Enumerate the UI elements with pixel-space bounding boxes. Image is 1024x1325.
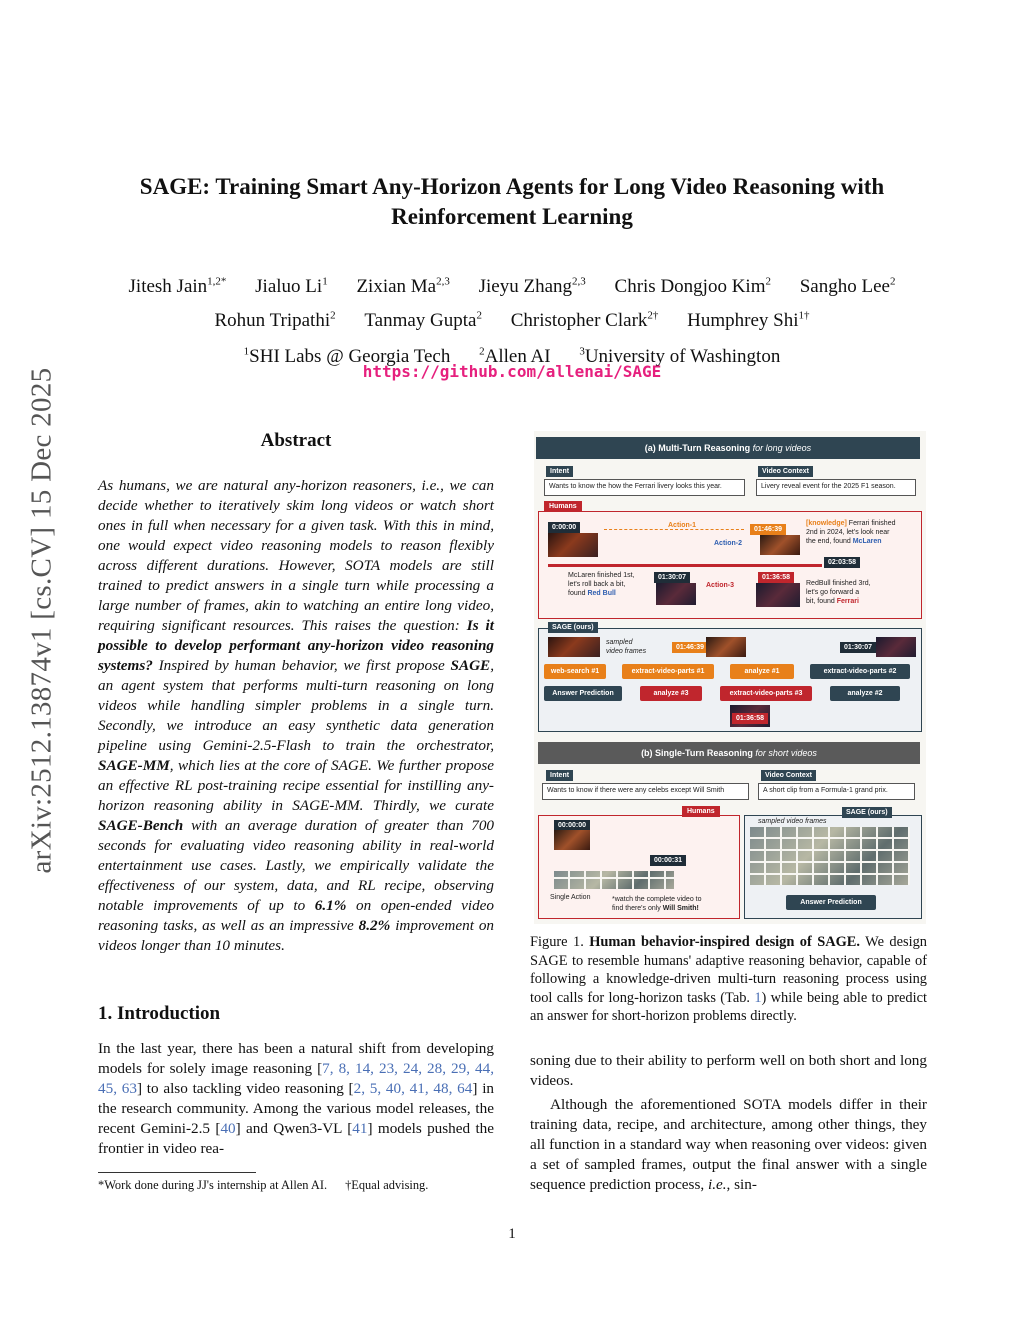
footnote-rule (98, 1172, 256, 1173)
citation-link[interactable]: 7, 8, 14, 23, 24, 28, 29, 44, 45, 63 (98, 1060, 494, 1097)
introduction-body: In the last year, there has been a natural shift from developing models for solely image reasoning [7, 8, 14, 23, 24, 28, 29, 44, 45, 63] to also tackling video reasoning [2, 5, 40, 41, 48, 64] in the research community. Among the various model releases, the recent Gemini-2.5 [40] and Qwen3-VL [41] models pushed the frontier in video rea- (98, 1040, 495, 1157)
video-context-box: Livery reveal event for the 2025 F1 season. (756, 479, 916, 496)
author-row-1 (100, 268, 924, 301)
footnote: *Work done during JJ's internship at Allen AI. †Equal advising. (98, 1178, 429, 1192)
mclaren-note: McLaren finished 1st, let's roll back a bit, found Red Bull (568, 572, 635, 597)
step-analyze-3: analyze #3 (640, 686, 702, 701)
citation-link[interactable]: 2, 5, 40, 41, 48, 64 (353, 1080, 473, 1097)
action-label: Action-3 (706, 582, 734, 589)
knowledge-note: [knowledge] Ferrari finished 2nd in 2024, let's look near the end, found McLaren (806, 520, 896, 545)
timestamp: 00:00:00 (554, 820, 590, 831)
author: Chris Dongjoo Kim$^2$ (614, 276, 771, 298)
humans-tag: Humans (544, 501, 582, 512)
video-thumbnail (656, 583, 696, 605)
redbull-note: RedBull finished 3rd, let's go forward a bit, found Ferrari (806, 580, 871, 605)
action-label: Action-2 (714, 540, 742, 547)
step-extract-2: extract-video-parts #2 (810, 664, 910, 679)
video-thumbnail (706, 637, 746, 657)
abstract-body: As humans, we are natural any-horizon reasoners, i.e., we can decide whether to iteratively skim long videos or watch short ones in full when necessary for a given task. With this in mind, one would expect video reasoning models to reason flexibly across different durations. However, SOTA models are still trained to predict answers in a single turn while processing a large number of frames, akin to watching an entire long video, requiring significant resources. This raises the question: Is it possible to develop performant any-horizon video reasoning systems? Inspired by human behavior, we first propose SAGE, an agent system that performs multi-turn reasoning on long videos while handling simpler problems in a single turn. Secondly, we introduce an easy synthetic data generation pipeline using Gemini-2.5-Flash to train the orchestrator, SAGE-MM, which lies at the core of SAGE. We further propose an effective RL post-training recipe essential for instilling any-horizon reasoning ability in SAGE-MM. Thirdly, we curate SAGE-Bench with an average duration of greater than 700 seconds for evaluating video reasoning ability in real-world entertainment use cases. Lastly, we empirically validate the effectiveness of our system, data, and RL recipe, observing notable improvements of up to 6.1% on open-ended video reasoning tasks, as well as an impressive 8.2% improvement on videos longer than 10 minutes. (98, 477, 495, 954)
author: Jieyu Zhang$^{2,3}$ (478, 276, 586, 298)
step-answer-prediction: Answer Prediction (786, 895, 876, 910)
timeline-bar (548, 564, 822, 567)
video-context-tag: Video Context (758, 466, 813, 477)
video-thumbnail (554, 830, 590, 850)
table-ref-link[interactable]: 1 (754, 989, 762, 1006)
paper-title (100, 172, 924, 232)
title-line-2: Reinforcement Learning (391, 204, 633, 229)
timestamp: 01:30:07 (654, 572, 690, 583)
page-number: 1 (508, 1226, 516, 1242)
step-extract-1: extract-video-parts #1 (622, 664, 714, 679)
video-thumbnail (876, 637, 916, 657)
step-extract-3: extract-video-parts #3 (720, 686, 812, 701)
abstract-heading: Abstract (260, 430, 332, 451)
author: Jialuo Li$^1$ (255, 276, 328, 298)
author: Rohun Tripathi$^2$ (214, 309, 336, 331)
introduction-heading: 1. Introduction (98, 1003, 221, 1024)
affiliation: $^1$SHI Labs @ Georgia Tech (243, 345, 451, 367)
intent-tag: Intent (546, 770, 573, 781)
video-context-tag: Video Context (761, 770, 816, 781)
timestamp: 02:03:58 (824, 557, 860, 568)
figure-1 (534, 431, 926, 924)
multi-turn-header: (a) Multi-Turn Reasoning for long videos (536, 437, 920, 459)
author: Humphrey Shi$^{1\dagger}$ (687, 309, 810, 331)
video-thumbnail (548, 637, 600, 657)
affiliation: $^3$University of Washington (579, 345, 781, 367)
figure-caption: Figure 1. Human behavior-inspired design of SAGE. We design SAGE to resemble humans' adaptive reasoning behavior, capable of following a knowledge-driven multi-turn reasoning process using tool calls for long-horizon tasks (Tab. 1) while being able to predict an answer for short-horizon problems directly. (530, 934, 927, 1024)
video-context-box: A short clip from a Formula-1 grand prix. (758, 783, 915, 800)
arrow (604, 529, 744, 530)
video-thumbnail (548, 533, 598, 557)
frame-grid (750, 827, 910, 885)
author: Sangho Lee$^2$ (799, 276, 896, 298)
author: Tanmay Gupta$^2$ (364, 309, 482, 331)
single-action-label: Single Action (550, 894, 591, 901)
affiliation: $^2$Allen AI (479, 345, 551, 367)
step-analyze-1: analyze #1 (730, 664, 794, 679)
step-answer-prediction: Answer Prediction (544, 686, 622, 701)
sampled-frames-label: sampled video frames (758, 818, 827, 825)
sampled-frames-label: sampled video frames (606, 639, 647, 655)
author: Zixian Ma$^{2,3}$ (356, 276, 450, 298)
frame-strip (554, 871, 674, 889)
step-analyze-2: analyze #2 (830, 686, 900, 701)
title-line-1: SAGE: Training Smart Any-Horizon Agents for Long Video Reasoning with (139, 174, 885, 199)
intent-box: Wants to know the how the Ferrari livery looks this year. (544, 479, 745, 496)
timestamp: 01:36:58 (758, 572, 794, 583)
timestamp: 01:30:07 (840, 642, 876, 653)
intent-tag: Intent (546, 466, 573, 477)
right-column-paragraph-2: Although the aforementioned SOTA models differ in their training data, recipe, and architecture, among other things, they all function in a standard way when reasoning over videos: given a set of sampled frames, output the final answer with a single sequence prediction process, i.e., sin- (530, 1096, 927, 1193)
action-label: Action-1 (668, 522, 696, 529)
humans-tag: Humans (682, 806, 720, 817)
timestamp: 01:36:58 (732, 713, 768, 724)
timestamp: 00:00:31 (650, 855, 686, 866)
timestamp: 0:00:00 (548, 522, 580, 533)
github-link[interactable]: https://github.com/allenai/SAGE (362, 362, 662, 381)
citation-link[interactable]: 41 (352, 1120, 368, 1137)
sage-tag: SAGE (ours) (842, 807, 892, 818)
single-turn-header: (b) Single-Turn Reasoning for short videos (538, 742, 920, 764)
author: Jitesh Jain$^{1,2*}$ (128, 276, 227, 298)
sage-tag: SAGE (ours) (548, 622, 598, 633)
video-thumbnail (756, 583, 800, 607)
author-row-2 (100, 301, 924, 334)
timestamp: 01:46:39 (672, 642, 708, 653)
author-block (100, 268, 924, 371)
author: Christopher Clark$^{2\dagger}$ (510, 309, 659, 331)
intent-box: Wants to know if there were any celebs except Will Smith (542, 783, 749, 800)
arxiv-identifier: arXiv:2512.13874v1 [cs.CV] 15 Dec 2025 (25, 367, 58, 874)
citation-link[interactable]: 40 (220, 1120, 236, 1137)
watch-note: *watch the complete video to find there's only Will Smith! (612, 896, 702, 912)
timestamp: 01:46:39 (750, 524, 786, 535)
step-web-search: web-search #1 (544, 664, 606, 679)
video-thumbnail (760, 535, 800, 555)
right-column-paragraph-1: soning due to their ability to perform well on both short and long videos. (530, 1052, 927, 1089)
